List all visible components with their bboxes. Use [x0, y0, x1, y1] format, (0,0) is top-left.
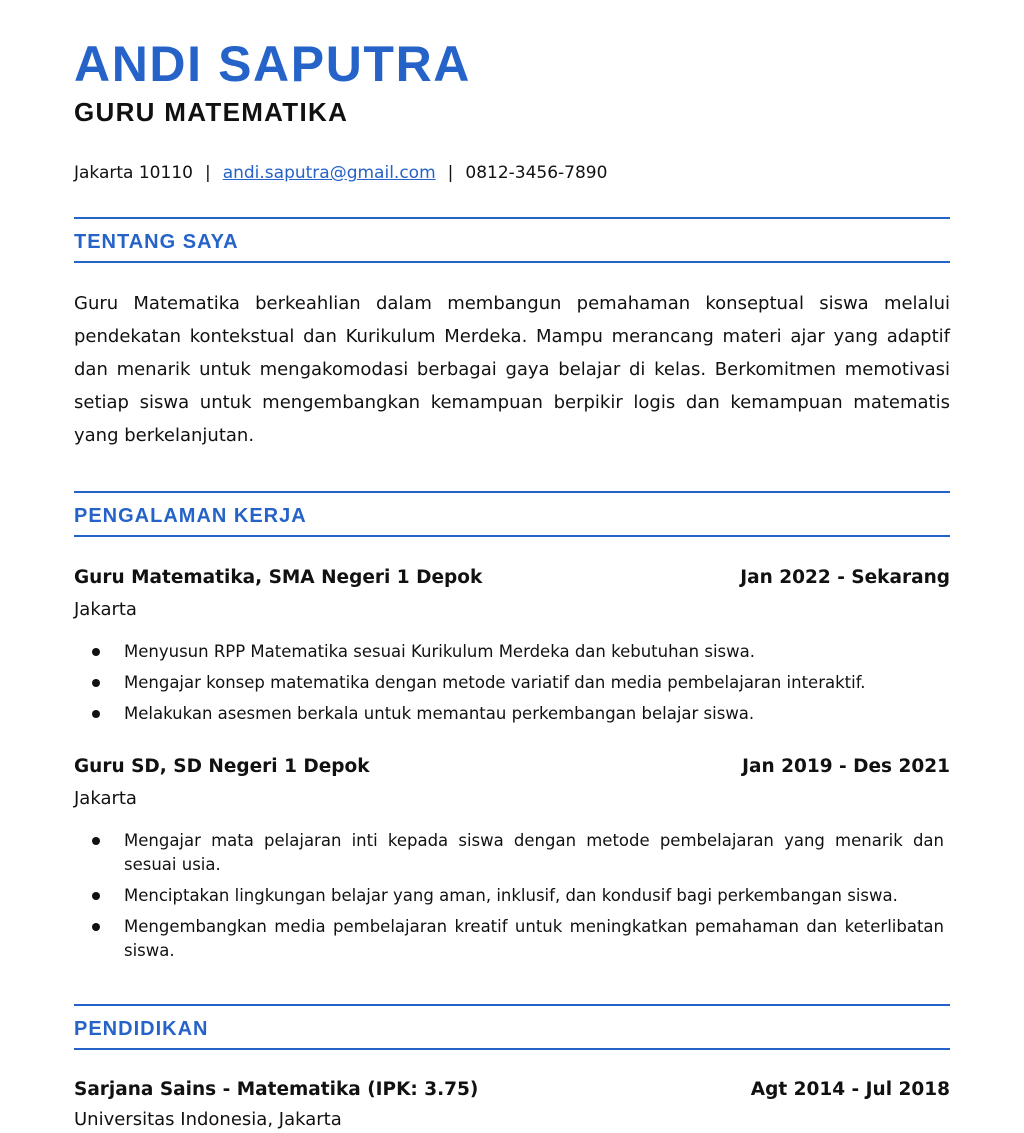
contact-separator: |: [204, 163, 211, 183]
about-summary: Guru Matematika berkeahlian dalam membangun pemahaman konseptual siswa melalui pendekatan kontekstual dan Kurikulum Merdeka. Mampu merancang materi ajar yang adaptif dan menarik untuk mengakomodasi berbagai gaya belajar di kelas. Berkomitmen memotivasi setiap siswa untuk mengembangkan kemampuan berpikir logis dan kemampuan matematis yang berkelanjutan.: [74, 293, 950, 446]
job-title: Guru SD, SD Negeri 1 Depok: [74, 756, 370, 777]
job-bullet: [74, 884, 950, 908]
job-bullet-text: Menciptakan lingkungan belajar yang aman, inklusif, dan kondusif bagi perkembangan siswa.: [124, 886, 898, 905]
job-bullet: [74, 671, 950, 695]
contact-email-link[interactable]: andi.saputra@gmail.com: [222, 163, 436, 183]
job-dates: Jan 2022 - Sekarang: [740, 567, 950, 588]
job-dates: Jan 2019 - Des 2021: [742, 756, 950, 777]
candidate-name: ANDI SAPUTRA: [74, 36, 471, 92]
contact-separator: |: [447, 163, 454, 183]
section-header-experience: [74, 491, 950, 537]
job-bullet-text: Menyusun RPP Matematika sesuai Kurikulum Merdeka dan kebutuhan siswa.: [124, 642, 755, 661]
bullet-dot-icon: [92, 710, 100, 718]
section-header-education: [74, 1004, 950, 1050]
candidate-role: GURU MATEMATIKA: [74, 97, 349, 127]
section-title-about: TENTANG SAYA: [74, 231, 239, 253]
bullet-dot-icon: [92, 648, 100, 656]
job-bullet: [74, 829, 950, 877]
job-bullet-text: Mengembangkan media pembelajaran kreatif untuk meningkatkan pemahaman dan keterlibatan siswa.: [124, 917, 944, 960]
contact-line: [74, 161, 607, 185]
job-bullet-list: [74, 829, 950, 970]
bullet-dot-icon: [92, 892, 100, 900]
job-location: Jakarta: [74, 788, 137, 809]
bullet-dot-icon: [92, 837, 100, 845]
job-title: Guru Matematika, SMA Negeri 1 Depok: [74, 567, 483, 588]
job-location: Jakarta: [74, 599, 137, 620]
education-dates: Agt 2014 - Jul 2018: [750, 1079, 950, 1100]
section-title-education: PENDIDIKAN: [74, 1018, 209, 1040]
job-bullet: [74, 640, 950, 664]
job-bullet: [74, 915, 950, 963]
job-bullet-text: Mengajar mata pelajaran inti kepada siswa dengan metode pembelajaran yang menarik dan sesuai usia.: [124, 831, 944, 874]
contact-location: Jakarta 10110: [74, 163, 193, 183]
contact-phone: 0812-3456-7890: [465, 163, 608, 183]
job-bullet: [74, 702, 950, 726]
job-bullet-list: [74, 640, 950, 733]
job-bullet-text: Mengajar konsep matematika dengan metode variatif dan media pembelajaran interaktif.: [124, 673, 866, 692]
education-school: Universitas Indonesia, Jakarta: [74, 1109, 342, 1130]
job-bullet-text: Melakukan asesmen berkala untuk memantau perkembangan belajar siswa.: [124, 704, 755, 723]
education-degree: Sarjana Sains - Matematika (IPK: 3.75): [74, 1079, 479, 1100]
bullet-dot-icon: [92, 679, 100, 687]
section-header-about: [74, 217, 950, 263]
section-title-experience: PENGALAMAN KERJA: [74, 505, 307, 527]
bullet-dot-icon: [92, 923, 100, 931]
